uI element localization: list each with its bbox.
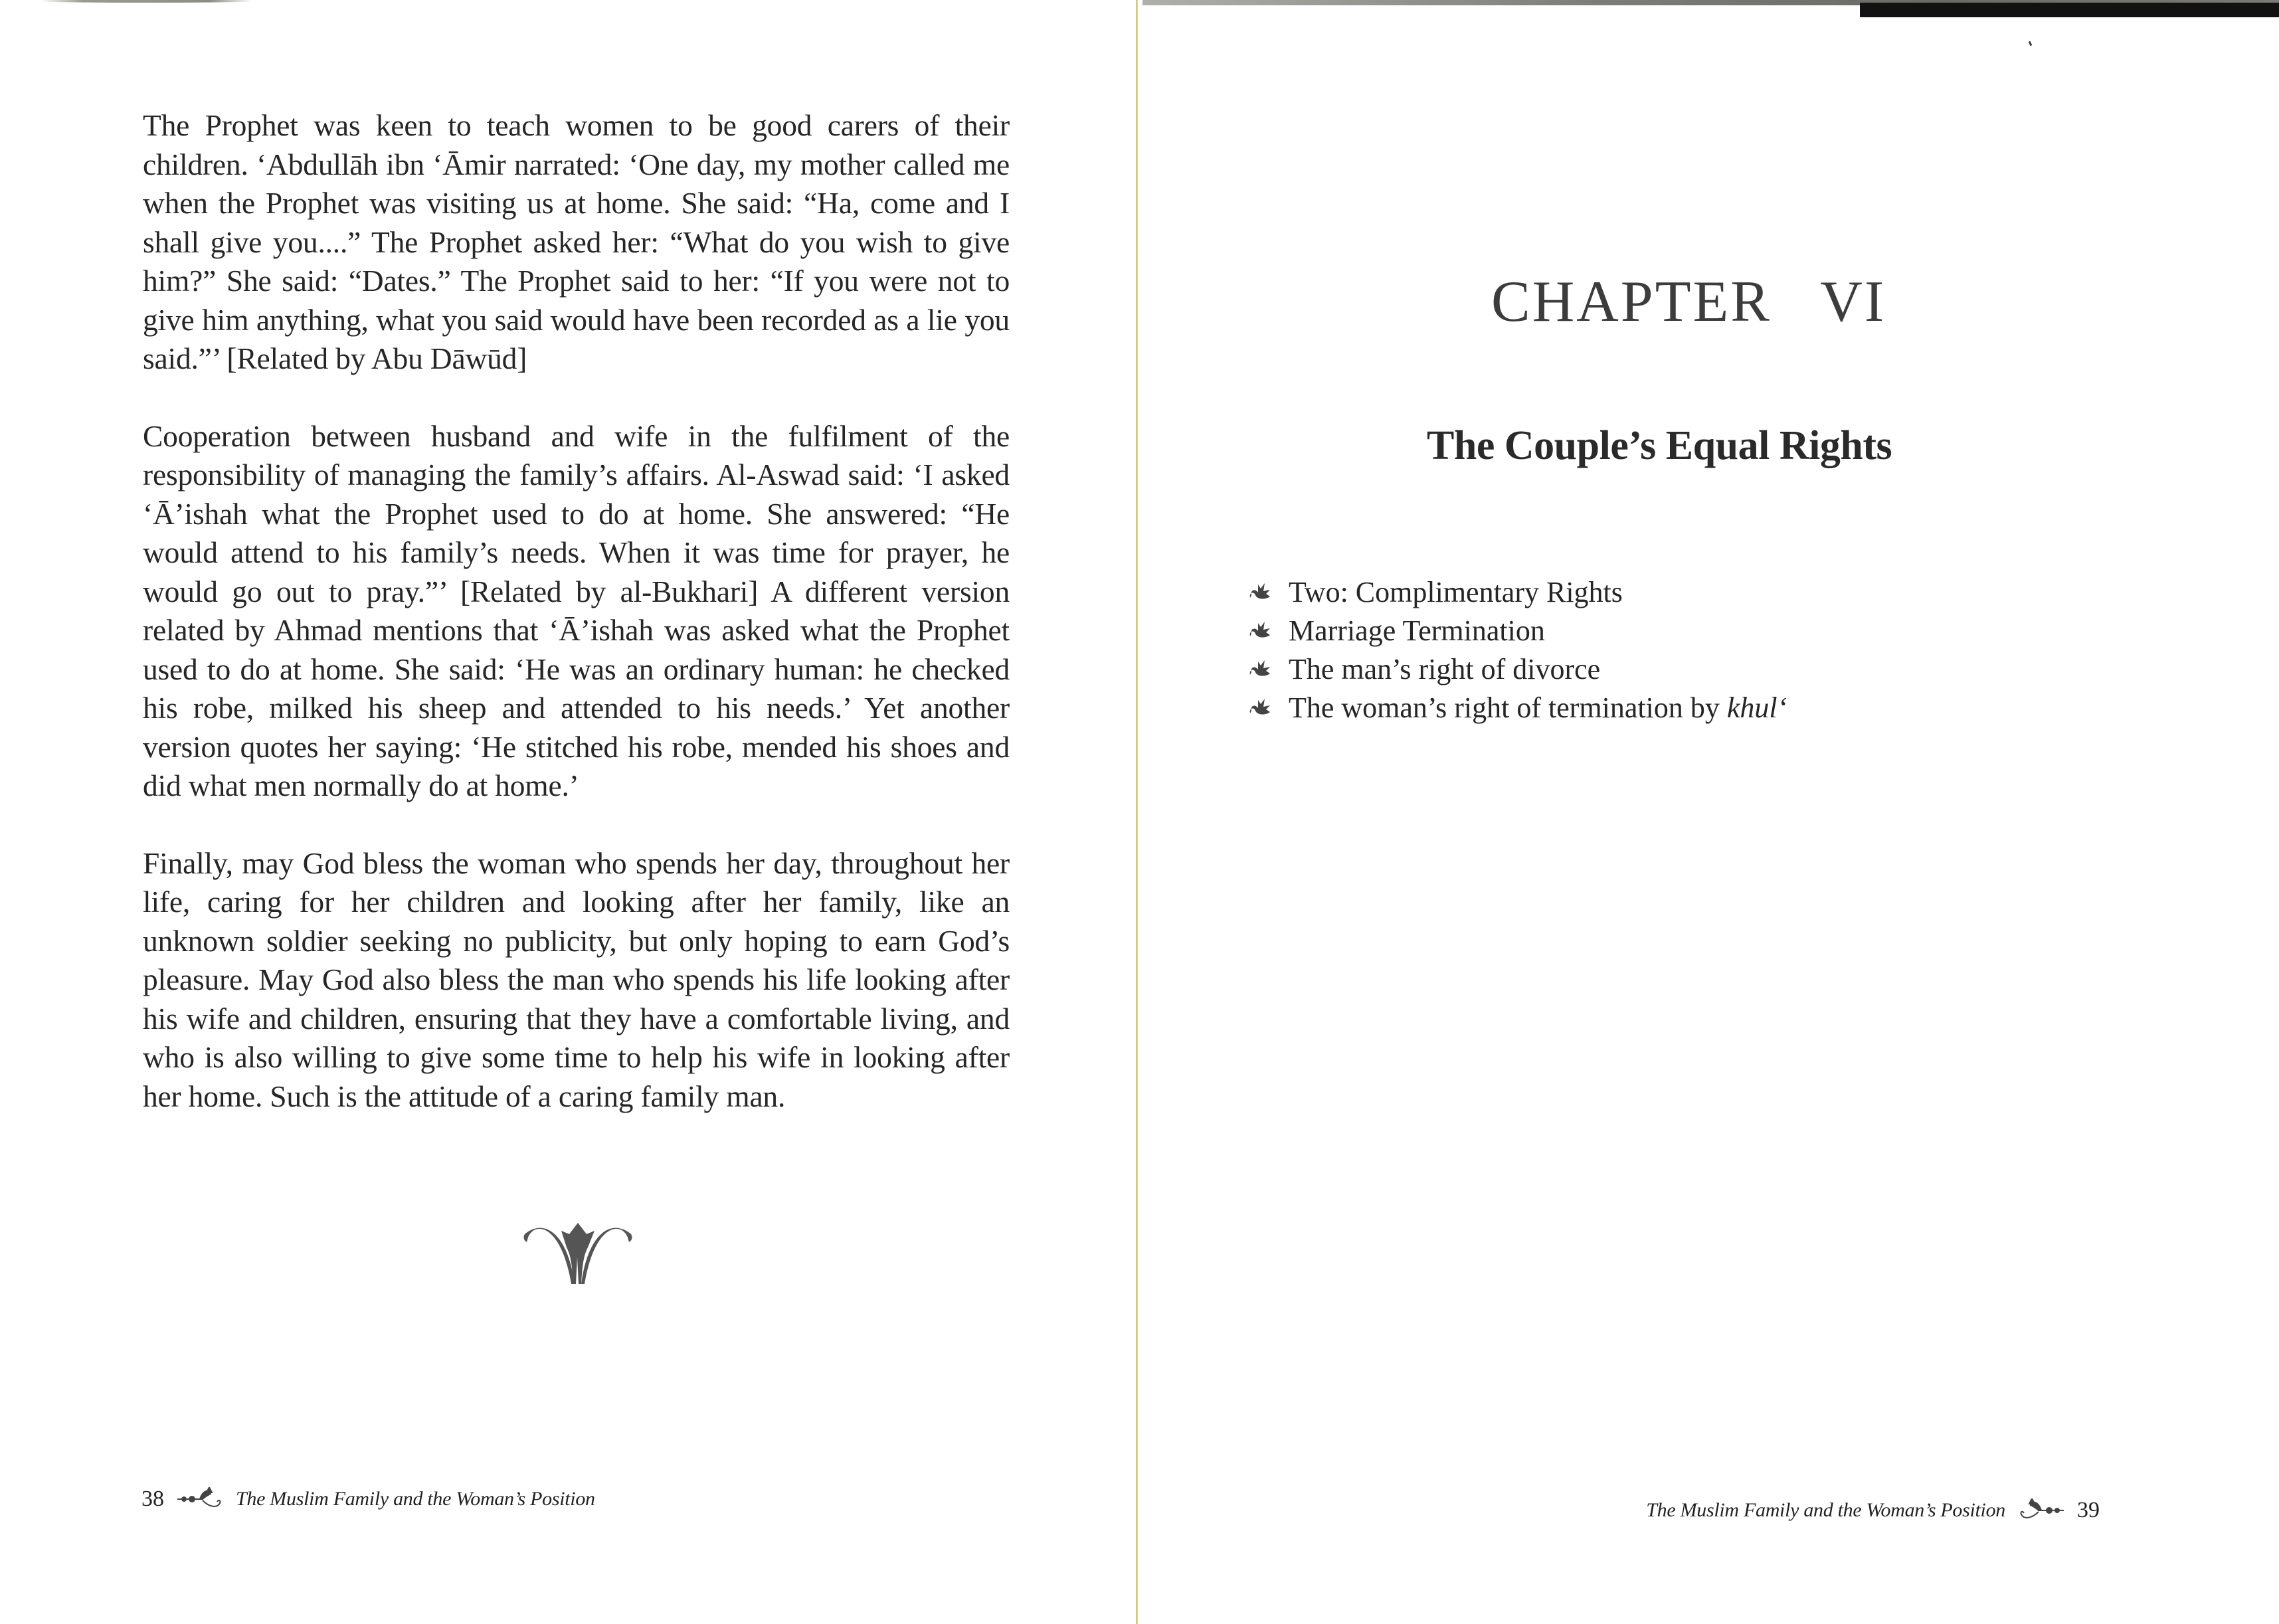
running-title: The Muslim Family and the Woman’s Position bbox=[1646, 1499, 2005, 1521]
floral-bullet-icon bbox=[1247, 696, 1273, 719]
chapter-label: CHAPTER bbox=[1491, 269, 1772, 334]
chapter-heading bbox=[1491, 268, 1886, 335]
chapter-title: The Couple’s Equal Rights bbox=[1427, 423, 1892, 469]
scan-edge-shadow bbox=[40, 0, 252, 3]
floral-vine-icon bbox=[2017, 1498, 2065, 1522]
tulip-fleuron-icon bbox=[521, 1221, 634, 1287]
contents-item-text: Two: Complimentary Rights bbox=[1289, 575, 1623, 608]
list-item bbox=[1247, 688, 1787, 727]
list-item bbox=[1247, 573, 1787, 611]
left-page-footer bbox=[141, 1487, 595, 1512]
list-item bbox=[1247, 650, 1787, 688]
chapter-number: VI bbox=[1820, 269, 1886, 334]
paragraph: The Prophet was keen to teach women to be good carers of their children. ‘Abdullāh ibn ‘Āmir narrated: ‘One day, my mother called me when the Prophet was visiting us at home. She said: “Ha, come and I shall give you....” The Prophet asked her: “What do you wish to give him?” She said: “Dates.” The Prophet said to her: “If you were not to give him anything, what you said would have been recorded as a lie you said.”’ [Related by Abu Dāwūd] bbox=[143, 108, 1010, 375]
paragraph: Cooperation between husband and wife in the fulfilment of the responsibility of managing the family’s affairs. Al-Aswad said: ‘I asked ‘Ā’ishah what the Prophet used to do at home. She answered: “He would attend to his family’s needs. When it was time for prayer, he would go out to pray.”’ [Related by al-Bukhari] A different version related by Ahmad mentions that ‘Ā’ishah was asked what the Prophet used to do at home. She said: ‘He was an ordinary human: he checked his robe, milked his sheep and attended to his needs.’ Yet another version quotes her saying: ‘He stitched his robe, mended his shoes and did what men normally do at home.’ bbox=[143, 418, 1010, 802]
running-title: The Muslim Family and the Woman’s Position bbox=[236, 1488, 595, 1510]
chapter-contents-list bbox=[1247, 573, 1787, 727]
scan-speck bbox=[2029, 41, 2033, 46]
page-number: 38 bbox=[141, 1487, 164, 1511]
contents-item-text: The man’s right of divorce bbox=[1289, 652, 1601, 685]
floral-vine-icon bbox=[176, 1487, 224, 1511]
contents-item-text: Marriage Termination bbox=[1289, 614, 1545, 647]
left-page-body bbox=[143, 106, 1010, 1116]
floral-bullet-icon bbox=[1247, 619, 1273, 642]
scan-edge-dark-band bbox=[1860, 3, 2279, 17]
contents-item-text: The woman’s right of termination by bbox=[1289, 691, 1727, 724]
page-number: 39 bbox=[2077, 1498, 2100, 1522]
paragraph: Finally, may God bless the woman who spends her day, throughout her life, caring for her children and looking after her family, like an unknown soldier seeking no publicity, but only hoping to earn God’s pleasure. May God also bless the man who spends his life looking after his wife and children, ensuring that they have a comfortable living, and who is also willing to give some time to help his wife in looking after her home. Such is the attitude of a caring family man. bbox=[143, 846, 1010, 1113]
floral-bullet-icon bbox=[1247, 581, 1273, 603]
page-gutter bbox=[1136, 0, 1138, 1624]
list-item bbox=[1247, 611, 1787, 650]
contents-item-italic: khul‘ bbox=[1726, 691, 1787, 724]
right-page-footer bbox=[1646, 1498, 2100, 1523]
floral-bullet-icon bbox=[1247, 658, 1273, 680]
